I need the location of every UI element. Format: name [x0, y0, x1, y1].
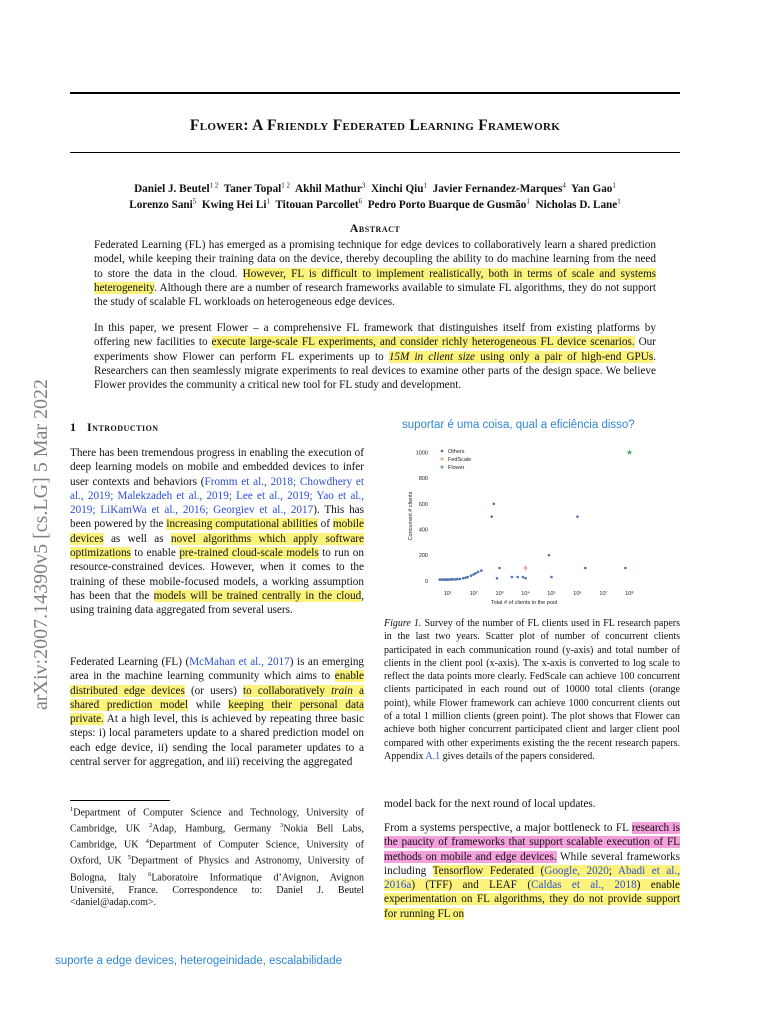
- author: Nicholas D. Lane$^1$: [535, 197, 621, 211]
- highlight: using only a pair of high-end GPUs: [475, 350, 654, 363]
- data-point: [496, 577, 499, 580]
- data-point: [522, 576, 525, 579]
- right-paragraph-continued: model back for the next round of local updates.: [384, 798, 596, 810]
- highlight: keeping their personal data private.: [70, 698, 365, 726]
- highlight: to collaboratively train a shared prediction model: [70, 684, 364, 711]
- legend-label: Others: [448, 449, 465, 455]
- appendix-link[interactable]: A.1: [425, 750, 441, 762]
- data-point: [576, 515, 579, 518]
- title-rule: [70, 152, 680, 153]
- data-point: [474, 572, 477, 575]
- x-tick-label: 10⁴: [521, 591, 530, 597]
- right-paragraph-1: From a systems perspective, a major bottleneck to FL research is the paucity of frameworks that support scalable execution of FL methods on mobile and edge devices. While several frameworks including Tensorflow Federated (Google, 2020; Abadi et al., 2016a) (TFF) and LEAF (Caldas et al., 2018) enable experimentation on FL algorithms, they do not provide support for running FL on: [384, 822, 681, 920]
- section-heading: 1 Introduction: [70, 420, 159, 434]
- figure-caption: Figure 1. Survey of the number of FL clients used in FL research papers in the last two years. Scatter plot of number of concurrent clients participated in each communication round (y-axis) and total number of clients in the client pool (x-axis). The x-axis is converted to log scale to reflect the data points more clearly. FedScale can achieve 100 concurrent clients participated in each round out of 10000 total clients (orange point), while Flower framework can achieve 1000 concurrent clients out of a total 1 million clients (green point). The plot shows that Flower can achieve both higher concurrent participated client and larger client pool compared with other experiments existing the the recent research papers. Appendix A.1 gives details of the papers considered.: [384, 618, 680, 762]
- data-point: [624, 567, 627, 570]
- highlight: Tensorflow Federated (Google, 2020; Abadi et al., 2016a) (TFF) and LEAF (Caldas et al., 2018) enable experimentation on FL algorithms, they do not provide support for running FL on: [384, 864, 680, 920]
- highlight: enable distributed edge devices: [70, 670, 364, 697]
- y-tick-label: 400: [418, 527, 428, 534]
- x-tick-label: 10⁷: [599, 591, 608, 597]
- data-point: [490, 515, 493, 518]
- legend-marker: [440, 457, 444, 461]
- data-point: [480, 569, 483, 572]
- data-point: [466, 576, 469, 579]
- data-point: [456, 578, 459, 581]
- authors-line-2: [70, 197, 680, 211]
- highlight: scale and systems heterogeneity: [94, 267, 656, 294]
- legend-marker: [441, 450, 444, 453]
- x-tick-label: 10⁶: [573, 591, 582, 597]
- data-point: [511, 576, 514, 579]
- author: Pedro Porto Buarque de Gusmão$^1$: [367, 197, 530, 211]
- y-axis-label: Concurrent # clients: [408, 491, 414, 541]
- highlight: pre-trained cloud-scale models: [179, 547, 319, 560]
- highlight-pink: research is the paucity of frameworks that support scalable execution of FL methods on mobile and edge devices.: [384, 822, 681, 863]
- author: Kwing Hei Li$^1$: [201, 197, 271, 211]
- author: Daniel J. Beutel$^{1 2}$: [134, 181, 219, 195]
- author: Akhil Mathur$^3$: [295, 181, 366, 195]
- x-tick-label: 10¹: [443, 591, 452, 597]
- top-rule: [70, 92, 680, 94]
- margin-note-top: suportar é uma coisa, qual a eficiência disso?: [402, 419, 635, 431]
- arxiv-identifier: arXiv:2007.14390v5 [cs.LG] 5 Mar 2022: [30, 378, 52, 710]
- paper-title: Flower: A Friendly Federated Learning Framework: [189, 117, 561, 134]
- data-point: [548, 554, 551, 557]
- author: Titouan Parcollet$^6$: [275, 197, 363, 211]
- data-point: [477, 571, 480, 574]
- authors-line-1: [70, 181, 680, 195]
- x-tick-label: 10⁸: [625, 591, 634, 597]
- citation-link[interactable]: Fromm et al., 2018; Chowdhery et al., 2019; Malekzadeh et al., 2019; Lee et al., 2019; Yao et al., 2019; LiKamWa et al., 2016; Georgiev et al., 2017: [70, 475, 364, 517]
- data-point: [498, 567, 501, 570]
- x-axis-label: Total # of clients in the pool: [490, 600, 558, 606]
- footnote-affiliations: $^1$Department of Computer Science and Technology, University of Cambridge, UK $^2$Adap, Hamburg, Germany $^3$Nokia Bell Labs, Cambridge, UK $^4$Department of Computer Science, University of Oxford, UK $^5$Department of Physics and Astronomy, University of Bologna, Italy $^6$Laboratoire Informatique d’Avignon, Avignon Université, France. Correspondence to: Daniel J. Beutel <daniel@adap.com>.: [70, 806, 364, 909]
- data-point: [550, 576, 553, 579]
- data-point: [459, 578, 462, 581]
- x-tick-label: 10³: [495, 591, 504, 597]
- x-tick-label: 10²: [469, 591, 478, 597]
- abstract-paragraph-2: In this paper, we present Flower – a comprehensive FL framework that distinguishes itself from existing platforms by offering new facilities to execute large-scale FL experiments, and consider richly heterogeneous FL device scenarios. Our experiments show Flower can perform FL experiments up to 15M in client size using only a pair of high-end GPUs. Researchers can then seamlessly migrate experiments to real devices to examine other parts of the design space. We believe Flower provides the community a critical new tool for FL study and development.: [94, 322, 656, 392]
- data-point: [524, 577, 527, 580]
- highlight: execute large-scale FL experiments, and consider richly heterogeneous FL device scenarios.: [211, 336, 635, 349]
- author: Javier Fernandez-Marques$^4$: [432, 181, 566, 195]
- data-point: [492, 502, 495, 505]
- legend-label: Flower: [448, 465, 465, 471]
- highlight: novel algorithms which apply software optimizations: [70, 532, 364, 560]
- legend-marker: ★: [439, 464, 445, 472]
- y-tick-label: 800: [418, 476, 428, 483]
- author: Xinchi Qiu$^1$: [370, 181, 427, 195]
- data-point: [516, 576, 519, 579]
- highlight: However, FL is difficult to implement realistically, both in terms of: [242, 267, 572, 280]
- footnote-rule: [70, 800, 170, 801]
- y-tick-label: 1000: [415, 450, 428, 457]
- data-point: [462, 577, 465, 580]
- highlight: 15M in client size: [388, 350, 476, 363]
- highlight: mobile devices: [70, 518, 364, 545]
- intro-paragraph-1: There has been tremendous progress in enabling the execution of deep learning models on mobile and embedded devices to infer user contexts and behaviors (Fromm et al., 2018; Chowdhery et al., 2019; Malekzadeh et al., 2019; Lee et al., 2019; Yao et al., 2019; LiKamWa et al., 2016; Georgiev et al., 2017). This has been powered by the increasing computational abilities of mobile devices as well as novel algorithms which apply software optimizations to enable pre-trained cloud-scale models to run on resource-constrained devices. However, when it comes to the training of these mobile-focused models, a working assumption has been that the models will be trained centrally in the cloud, using training data aggregated from several users.: [70, 447, 364, 617]
- data-point: [470, 574, 473, 577]
- x-tick-label: 10⁵: [547, 591, 556, 597]
- legend-label: FedScale: [448, 457, 472, 463]
- citation-link[interactable]: McMahan et al., 2017: [189, 656, 290, 668]
- intro-paragraph-2: Federated Learning (FL) (McMahan et al., 2017) is an emerging area in the machine learning community which aims to enable distributed edge devices (or users) to collaboratively train a shared prediction model while keeping their personal data private. At a high level, this is achieved by repeating three basic steps: i) local parameters update to a shared prediction model on each edge device, ii) sending the local parameter updates to a central server for aggregation, and iii) receiving the aggregated: [70, 656, 365, 769]
- data-point: ★: [625, 447, 634, 457]
- data-point: [523, 566, 528, 571]
- y-tick-label: 600: [418, 501, 428, 508]
- abstract-paragraph-1: Federated Learning (FL) has emerged as a promising technique for edge devices to collaboratively learn a shared prediction model, while keeping their training data on the device, thereby decoupling the ability to do machine learning from the need to store the data in the cloud. However, FL is difficult to implement realistically, both in terms of scale and systems heterogeneity. Although there are a number of research frameworks available to simulate FL algorithms, they do not support the study of scalable FL workloads on heterogeneous edge devices.: [94, 239, 656, 309]
- highlight: increasing computational abilities: [166, 518, 318, 531]
- data-point: [452, 578, 455, 581]
- author: Taner Topal$^{1 2}$: [223, 181, 291, 195]
- abstract-heading: Abstract: [349, 221, 401, 235]
- highlight: models will be trained centrally in the cloud: [153, 589, 362, 602]
- author: Lorenzo Sani$^5$: [129, 197, 197, 211]
- arxiv-sidebar: [8, 270, 52, 730]
- margin-note-bottom: suporte a edge devices, heterogeinidade, escalabilidade: [55, 955, 343, 967]
- y-tick-label: 0: [424, 578, 428, 585]
- data-point: [584, 567, 587, 570]
- y-tick-label: 200: [418, 553, 428, 560]
- author: Yan Gao$^1$: [571, 181, 616, 195]
- scatter-chart: [384, 438, 644, 616]
